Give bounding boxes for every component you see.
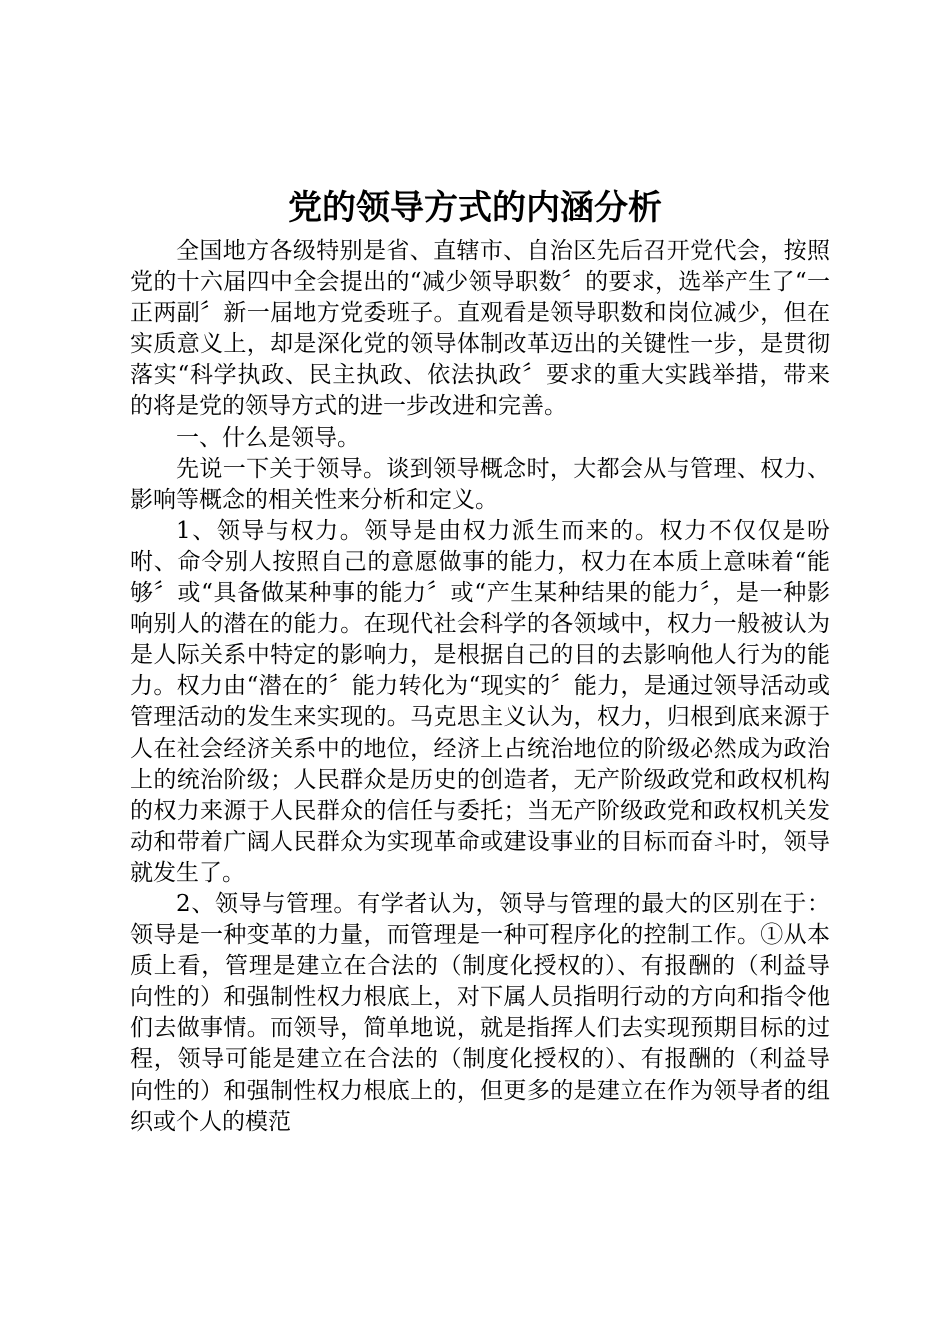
paragraph-leadership-overview: 先说一下关于领导。谈到领导概念时，大都会从与管理、权力、影响等概念的相关性来分析和定义。 [130,455,830,513]
paragraph-leadership-and-power: 1、领导与权力。领导是由权力派生而来的。权力不仅仅是吩咐、命令别人按照自己的意愿做事的能力，权力在本质上意味着“能够〞或“具备做某种事的能力〞或“产生某种结果的能力〞，是一种影响别人的潜在的能力。在现代社会科学的各领域中，权力一般被认为是人际关系中特定的影响力，是根据自己的目的去影响他人行为的能力。权力由“潜在的〞能力转化为“现实的〞能力，是通过领导活动或管理活动的发生来实现的。马克思主义认为，权力，归根到底来源于人在社会经济关系中的地位，经济上占统治地位的阶级必然成为政治上的统治阶级；人民群众是历史的创造者，无产阶级政党和政权机构的权力来源于人民群众的信任与委托；当无产阶级政党和政权机关发动和带着广阔人民群众为实现革命或建设事业的目标而奋斗时，领导就发生了。 [130,517,830,886]
section-heading-what-is-leadership: 一、什么是领导。 [176,424,360,451]
paragraph-leadership-and-management: 2、领导与管理。有学者认为，领导与管理的最大的区别在于：领导是一种变革的力量，而管理是一种可程序化的控制工作。①从本质上看，管理是建立在合法的（制度化授权的）、有报酬的（利益导向性的）和强制性权力根底上，对下属人员指明行动的方向和指令他们去做事情。而领导，简单地说，就是指挥人们去实现预期目标的过程，领导可能是建立在合法的（制度化授权的）、有报酬的（利益导向性的）和强制性权力根底上的，但更多的是建立在作为领导者的组织或个人的模范 [130,890,830,1135]
document-title: 党的领导方式的内涵分析 [288,188,662,228]
document-body [130,236,830,1138]
paragraph-intro: 全国地方各级特别是省、直辖市、自治区先后召开党代会，按照党的十六届四中全会提出的“减少领导职数〞的要求，选举产生了“一正两副〞新一届地方党委班子。直观看是领导职数和岗位减少，但在实质意义上，却是深化党的领导体制改革迈出的关键性一步，是贯彻落实“科学执政、民主执政、依法执政〞要求的重大实践举措，带来的将是党的领导方式的进一步改进和完善。 [130,238,830,420]
